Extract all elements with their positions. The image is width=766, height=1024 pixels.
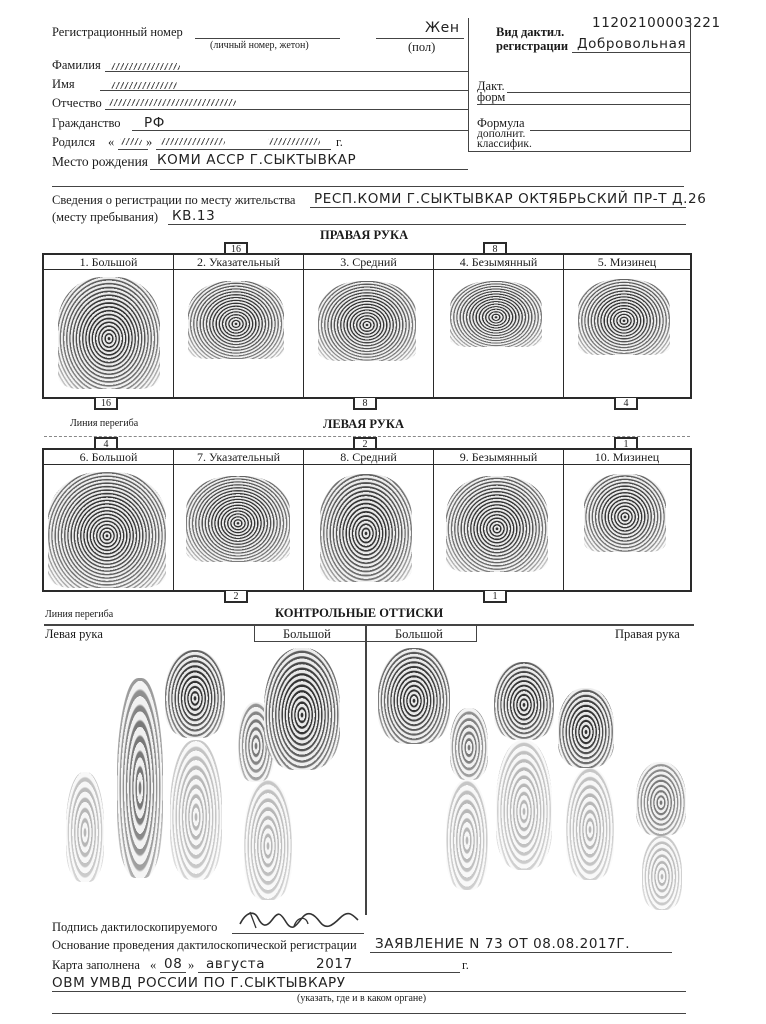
born-close-quote: » [146, 135, 153, 149]
fingerprint-5 [578, 279, 670, 355]
finger-label-4: 4. Безымянный [434, 255, 563, 270]
filled-day-field[interactable] [160, 972, 186, 973]
dactyl-type-value: Добровольная [577, 36, 687, 52]
separator-line [52, 186, 684, 187]
reg-number-label: Регистрационный номер [52, 25, 183, 39]
basis-label: Основание проведения дактилоскопической регистрации [52, 938, 357, 952]
birthplace-field[interactable] [150, 169, 468, 170]
fingerprint-6 [48, 472, 166, 588]
residence-value-1: РЕСП.КОМИ Г.СЫКТЫВКАР ОКТЯБРЬСКИЙ ПР-Т Д.26 [314, 191, 707, 207]
left-tab-top-2: 2 [353, 437, 377, 449]
control-right-label: Правая рука [615, 627, 680, 641]
finger-cell-3[interactable] [304, 255, 434, 397]
filled-open-quote: « [150, 958, 157, 972]
addl-label-2: дополнит. [477, 128, 526, 140]
born-day-redacted [120, 138, 142, 145]
citizenship-field[interactable] [132, 130, 468, 131]
control-right-thumb-print [378, 648, 450, 744]
signature-label: Подпись дактилоскопируемого [52, 920, 218, 934]
control-right-little-lower [642, 836, 682, 910]
right-hand-title: ПРАВАЯ РУКА [320, 228, 409, 242]
finger-label-7: 7. Указательный [174, 450, 303, 465]
filled-close-quote: » [188, 958, 195, 972]
formula-label-1: Дакт. [477, 79, 505, 93]
sex-field[interactable] [376, 38, 464, 39]
card-id: 11202100003221 [592, 15, 721, 31]
born-year-suffix: г. [336, 135, 343, 149]
basis-value: ЗАЯВЛЕНИЕ N 73 ОТ 08.08.2017Г. [375, 936, 631, 952]
finger-label-9: 9. Безымянный [434, 450, 563, 465]
control-right-ring-print [558, 688, 614, 768]
office-field[interactable] [52, 991, 686, 992]
fingerprint-3 [318, 281, 416, 361]
born-month-year-field[interactable] [156, 149, 331, 150]
finger-cell-6[interactable] [44, 450, 174, 590]
fingerprint-10 [584, 474, 666, 552]
control-right-ring-lower [566, 768, 614, 880]
residence-label-1: Сведения о регистрации по месту жительства [52, 193, 296, 207]
left-tab-top-4: 4 [94, 437, 118, 449]
dactyl-type-underline [572, 52, 690, 53]
surname-field[interactable] [105, 71, 468, 72]
addl-label-1: Формула [477, 116, 525, 130]
right-tab-top-16: 16 [224, 242, 248, 254]
control-right-index-print [450, 708, 488, 780]
finger-cell-2[interactable] [174, 255, 304, 397]
name-field[interactable] [100, 90, 468, 91]
right-tab-top-8: 8 [483, 242, 507, 254]
residence-field-2[interactable] [168, 224, 686, 225]
right-tab-bottom-4: 4 [614, 398, 638, 410]
filled-month: августа [206, 956, 266, 972]
control-left-middle-lower [170, 740, 222, 880]
control-right-middle-lower [496, 740, 552, 870]
left-tab-top-1: 1 [614, 437, 638, 449]
signature-field[interactable] [232, 933, 364, 934]
finger-label-8: 8. Средний [304, 450, 433, 465]
office-value: ОВМ УМВД РОССИИ ПО Г.СЫКТЫВКАРУ [52, 975, 346, 991]
office-field-2[interactable] [52, 1013, 686, 1014]
fingerprint-4 [450, 281, 542, 347]
finger-cell-4[interactable] [434, 255, 564, 397]
control-left-thumb-print [264, 648, 340, 770]
born-year-redacted [268, 138, 320, 145]
left-tab-bottom-1: 1 [483, 591, 507, 603]
filled-year-suffix: г. [462, 958, 469, 972]
finger-cell-7[interactable] [174, 450, 304, 590]
name-redacted [110, 82, 178, 89]
finger-cell-8[interactable] [304, 450, 434, 590]
right-hand-panel [42, 253, 692, 399]
control-right-index-lower [446, 780, 488, 890]
dactyl-type-label-1: Вид дактил. [496, 25, 565, 39]
fingerprint-1 [58, 277, 160, 389]
control-left-thumb-box-left [254, 625, 255, 642]
residence-label-2: (месту пребывания) [52, 210, 158, 224]
born-open-quote: « [108, 135, 115, 149]
formula-field[interactable] [507, 92, 690, 93]
header-box-right [690, 18, 691, 152]
control-title: КОНТРОЛЬНЫЕ ОТТИСКИ [275, 606, 444, 620]
residence-value-2: КВ.13 [172, 208, 216, 224]
formula-field-2[interactable] [477, 104, 690, 105]
header-divider [468, 18, 469, 152]
sex-sub: (пол) [408, 40, 436, 54]
filled-day: 08 [164, 956, 183, 972]
control-divider [365, 625, 367, 915]
control-left-label: Левая рука [45, 627, 103, 641]
finger-label-6: 6. Большой [44, 450, 173, 465]
right-tab-bottom-16: 16 [94, 398, 118, 410]
finger-label-2: 2. Указательный [174, 255, 303, 270]
office-sub: (указать, где и в каком органе) [297, 993, 427, 1004]
dactyl-type-label-2: регистрации [496, 39, 569, 53]
right-tab-bottom-8: 8 [353, 398, 377, 410]
control-top-line [44, 624, 694, 626]
left-hand-title: ЛЕВАЯ РУКА [323, 417, 404, 431]
finger-cell-9[interactable] [434, 450, 564, 590]
finger-cell-1[interactable] [44, 255, 174, 397]
name-label: Имя [52, 77, 75, 91]
born-month-redacted [160, 138, 225, 145]
born-label: Родился [52, 135, 96, 149]
patronymic-redacted [108, 99, 236, 106]
control-right-thumb-box-right [476, 625, 477, 642]
formula-label-2: форм [477, 90, 506, 104]
finger-cell-5[interactable] [564, 255, 690, 397]
fingerprint-9 [446, 476, 548, 572]
citizenship-label: Гражданство [52, 116, 121, 130]
addl-label-3: классифик. [477, 138, 532, 150]
control-left-thumb: Большой [283, 627, 331, 641]
finger-label-1: 1. Большой [44, 255, 173, 270]
citizenship-value: РФ [144, 115, 165, 131]
control-left-middle-print [165, 650, 225, 738]
addl-field[interactable] [530, 130, 690, 131]
control-right-middle-print [494, 662, 554, 740]
residence-field-1[interactable] [310, 207, 686, 208]
fingerprint-7 [186, 476, 290, 562]
header-box-bottom [468, 151, 690, 152]
reg-number-field[interactable] [195, 38, 340, 39]
left-tab-bottom-2: 2 [224, 591, 248, 603]
sex-value: Жен [425, 20, 460, 36]
basis-field[interactable] [370, 952, 672, 953]
control-left-ring-print [117, 678, 163, 878]
control-left-index-lower [244, 780, 292, 900]
born-day-field[interactable] [118, 149, 148, 150]
finger-label-5: 5. Мизинец [564, 255, 690, 270]
right-fold-line-label: Линия перегиба [70, 418, 139, 429]
patronymic-field[interactable] [105, 109, 468, 110]
fingerprint-8 [320, 474, 412, 582]
signature-image [236, 906, 362, 932]
fingerprint-2 [188, 281, 284, 359]
left-fold-line-label: Линия перегиба [45, 609, 114, 620]
birthplace-label: Место рождения [52, 154, 149, 169]
control-right-little-print [636, 762, 686, 836]
filled-month-year-field[interactable] [198, 972, 460, 973]
left-hand-panel [42, 448, 692, 592]
control-right-thumb: Большой [395, 627, 443, 641]
birthplace-value: КОМИ АССР Г.СЫКТЫВКАР [157, 152, 357, 168]
surname-label: Фамилия [52, 58, 101, 72]
reg-number-sub: (личный номер, жетон) [210, 40, 309, 51]
filled-year: 2017 [316, 956, 353, 972]
control-left-little-print [66, 772, 104, 882]
patronymic-label: Отчество [52, 96, 102, 110]
finger-cell-10[interactable] [564, 450, 690, 590]
finger-label-10: 10. Мизинец [564, 450, 690, 465]
filled-label: Карта заполнена [52, 958, 140, 972]
surname-redacted [110, 63, 180, 70]
finger-label-3: 3. Средний [304, 255, 433, 270]
